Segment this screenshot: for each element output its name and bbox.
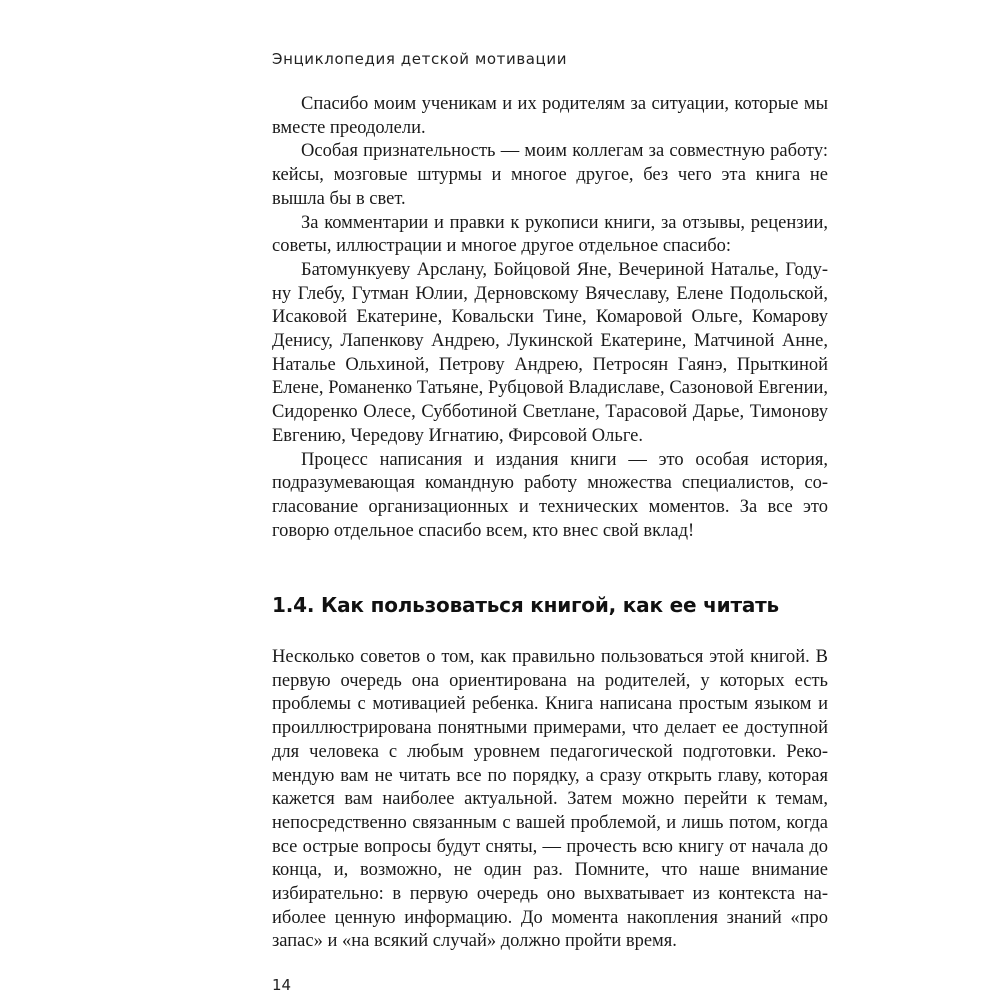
paragraph: Процесс написания и издания книги — это особая история, подразумевающая командную работу множества специалистов, согласование организационных и технических моментов. За все это говорю отдельное спасибо всем, кто внес свой вклад! [272,449,828,541]
paragraph: Спасибо моим ученикам и их родителям за ситуации, которые мы вместе преодолели. [272,94,828,138]
paragraph: Несколько советов о том, как правильно пользоваться этой книгой. В первую очередь она ориентирована на родителей, у которых есть проблемы с мотивацией ребенка. Книга написана простым языком и проиллюстрирована понятными примерами, что делает ее доступной для человека с любым уровнем педагогической подготовки. Рекомендую вам не читать все по порядку, а сразу открыть главу, которая кажется вам наиболее актуальной. Затем можно перейти к темам, непосредственно связанным с вашей проблемой, и лишь потом, когда все острые вопросы будут сняты, — прочесть всю книгу от начала до конца, и, возможно, не один раз. Помните, что наше внимание избирательно: в первую очередь оно выхватывает из контекста наиболее ценную информацию. До момента накопления знаний «про запас» и «на всякий случай» должно пройти время. [272,647,828,952]
page-number: 14 [272,976,292,994]
paragraph: За комментарии и правки к рукописи книги, за отзывы, рецензии, советы, иллюстрации и многое другое отдельное спасибо: [272,212,828,257]
section-heading: 1.4. Как пользоваться книгой, как ее читать [272,593,779,617]
section-body-text [272,646,828,954]
paragraph: Особая признательность — моим коллегам за совместную работу: кейсы, мозговые штурмы и многое другое, без чего эта книга не вышла бы в свет. [272,141,828,209]
running-head: Энциклопедия детской мотивации [272,50,568,68]
acknowledgements-text [272,93,828,543]
paragraph: Батомункуеву Арслану, Бойцовой Яне, Вечериной Наталье, Годуну Глебу, Гутман Юлии, Дерновскому Вячеславу, Елене Подольской, Исаковой Екатерине, Ковальски Тине, Комаровой Ольге, Комарову Денису, Лапенкову Андрею, Лукинской Екатерине, Матчиной Анне, Наталье Ольхиной, Петрову Андрею, Петросян Гаянэ, Прыткиной Елене, Романенко Татьяне, Рубцовой Владиславе, Сазоновой Евгении, Сидоренко Олесе, Субботиной Светлане, Тарасовой Дарье, Тимонову Евгению, Чередову Игнатию, Фирсовой Ольге. [272,259,828,446]
